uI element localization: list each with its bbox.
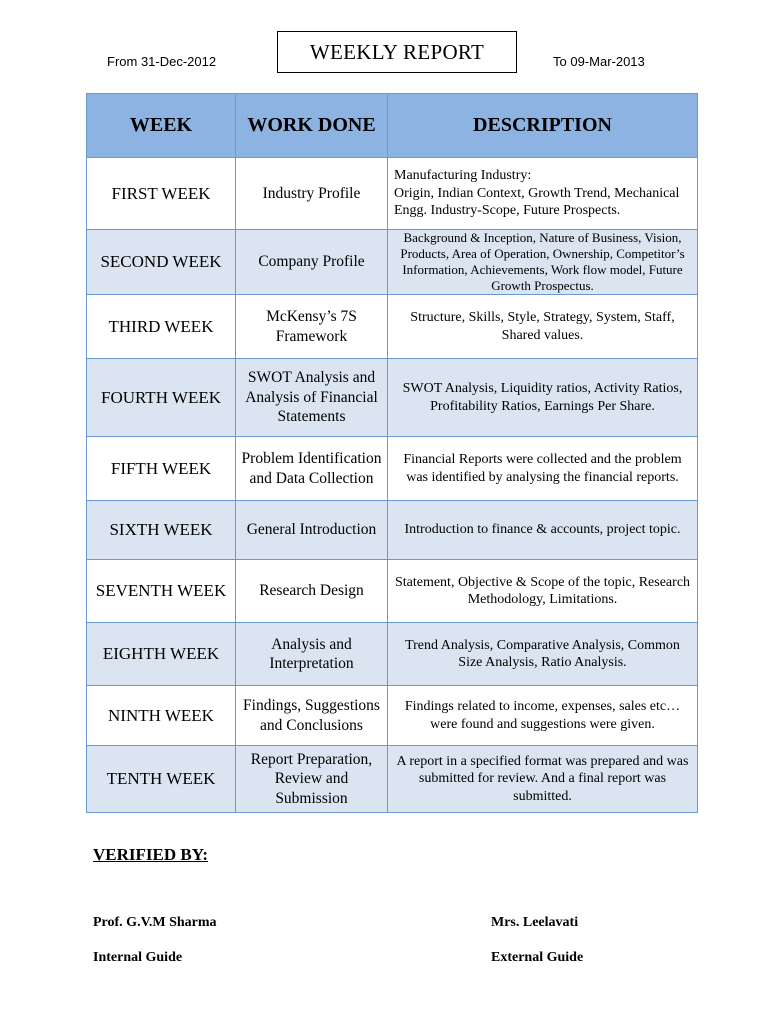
verified-by-heading: VERIFIED BY: (93, 845, 209, 864)
work-done-cell: Report Preparation, Review and Submission (236, 746, 388, 813)
table-header-row (87, 94, 698, 158)
description-cell: SWOT Analysis, Liquidity ratios, Activity Ratios, Profitability Ratios, Earnings Per Share. (388, 359, 698, 437)
week-cell: THIRD WEEK (87, 295, 236, 359)
column-header-week: WEEK (87, 94, 236, 158)
work-done-cell: McKensy’s 7S Framework (236, 295, 388, 359)
work-done-cell: Problem Identification and Data Collection (236, 437, 388, 501)
table-row (87, 623, 698, 686)
table-row (87, 359, 698, 437)
external-guide-role: External Guide (491, 950, 584, 965)
table-row (87, 295, 698, 359)
table-row (87, 501, 698, 560)
table-row (87, 686, 698, 746)
to-date: To 09-Mar-2013 (553, 54, 645, 69)
description-cell: Statement, Objective & Scope of the topic, Research Methodology, Limitations. (388, 560, 698, 623)
internal-guide-role: Internal Guide (93, 950, 183, 965)
table-row (87, 560, 698, 623)
work-done-cell: Analysis and Interpretation (236, 623, 388, 686)
week-cell: NINTH WEEK (87, 686, 236, 746)
work-done-cell: Industry Profile (236, 158, 388, 230)
description-cell: Introduction to finance & accounts, project topic. (388, 501, 698, 560)
table-row (87, 746, 698, 813)
from-date: From 31-Dec-2012 (107, 54, 217, 69)
week-cell: SEVENTH WEEK (87, 560, 236, 623)
table-row (87, 230, 698, 295)
description-cell: Structure, Skills, Style, Strategy, System, Staff, Shared values. (388, 295, 698, 359)
week-cell: FIRST WEEK (87, 158, 236, 230)
weekly-report-table (86, 93, 698, 813)
week-cell: SECOND WEEK (87, 230, 236, 295)
work-done-cell: Findings, Suggestions and Conclusions (236, 686, 388, 746)
column-header-work-done: WORK DONE (236, 94, 388, 158)
internal-guide-name: Prof. G.V.M Sharma (93, 915, 217, 930)
week-cell: FOURTH WEEK (87, 359, 236, 437)
external-guide-name: Mrs. Leelavati (491, 915, 579, 930)
description-cell: A report in a specified format was prepared and was submitted for review. And a final report was submitted. (388, 746, 698, 813)
column-header-description: DESCRIPTION (388, 94, 698, 158)
description-cell: Financial Reports were collected and the problem was identified by analysing the financial reports. (388, 437, 698, 501)
work-done-cell: Company Profile (236, 230, 388, 295)
week-cell: SIXTH WEEK (87, 501, 236, 560)
work-done-cell: General Introduction (236, 501, 388, 560)
week-cell: EIGHTH WEEK (87, 623, 236, 686)
description-cell: Trend Analysis, Comparative Analysis, Common Size Analysis, Ratio Analysis. (388, 623, 698, 686)
description-cell: Manufacturing Industry: Origin, Indian Context, Growth Trend, Mechanical Engg. Industry-Scope, Future Prospects. (388, 158, 698, 230)
description-cell: Background & Inception, Nature of Business, Vision, Products, Area of Operation, Ownership, Competitor’s Information, Achievements, Work flow model, Future Growth Prospectus. (388, 230, 698, 295)
work-done-cell: Research Design (236, 560, 388, 623)
description-cell: Findings related to income, expenses, sales etc… were found and suggestions were given. (388, 686, 698, 746)
week-cell: FIFTH WEEK (87, 437, 236, 501)
work-done-cell: SWOT Analysis and Analysis of Financial Statements (236, 359, 388, 437)
table-row (87, 437, 698, 501)
page-title: WEEKLY REPORT (277, 31, 517, 73)
week-cell: TENTH WEEK (87, 746, 236, 813)
table-row (87, 158, 698, 230)
